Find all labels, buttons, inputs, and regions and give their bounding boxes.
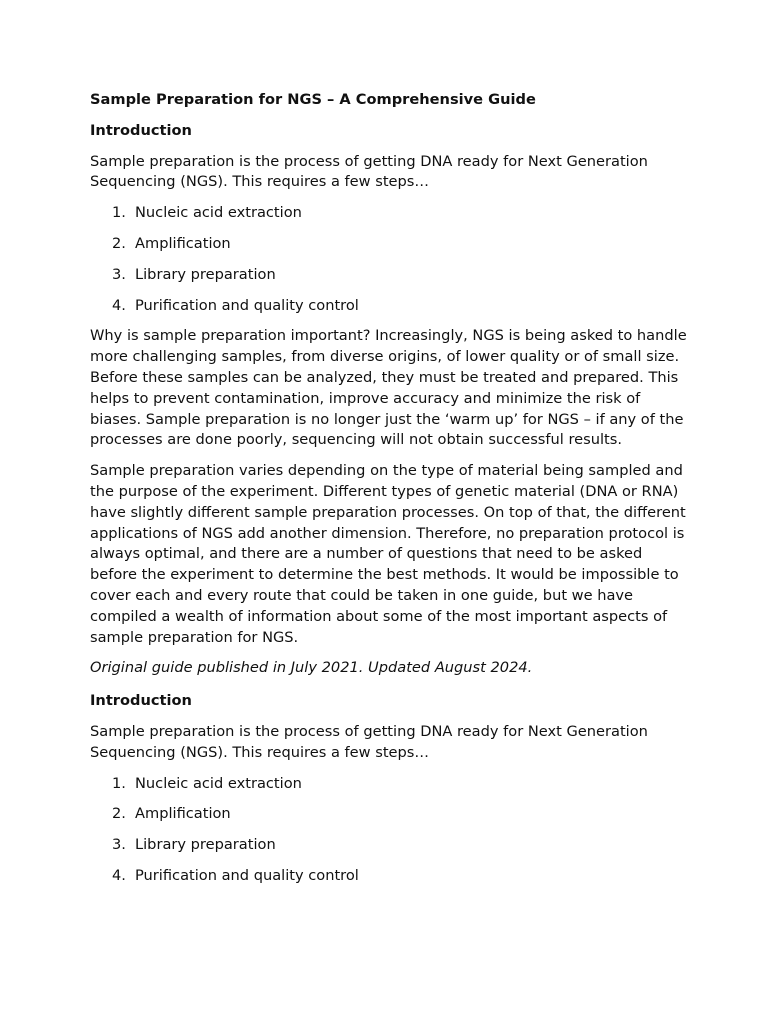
list-item bbox=[90, 804, 690, 825]
steps-list bbox=[90, 203, 690, 316]
list-item-text: Nucleic acid extraction bbox=[135, 204, 302, 222]
list-number: 1. bbox=[112, 204, 126, 222]
variation-paragraph: Sample preparation varies depending on the type of material being sampled and the purpose of the experiment. Different types of genetic material (DNA or RNA) have slightly different sample preparation processes. On top of that, the different applications of NGS add another dimension. Therefore, no preparation protocol is always optimal, and there are a number of questions that need to be asked before the experiment to determine the best methods. It would be impossible to cover each and every route that could be taken in one guide, but we have compiled a wealth of information about some of the most important aspects of sample preparation for NGS. bbox=[90, 462, 686, 646]
list-item bbox=[90, 835, 690, 856]
list-item-text: Library preparation bbox=[135, 836, 276, 854]
publication-note: Original guide published in July 2021. Updated August 2024. bbox=[90, 659, 533, 677]
document-page bbox=[90, 90, 690, 897]
list-item-text: Amplification bbox=[135, 234, 231, 252]
list-number: 2. bbox=[112, 805, 126, 823]
importance-paragraph: Why is sample preparation important? Increasingly, NGS is being asked to handle more challenging samples, from diverse origins, of lower quality or of small size. Before these samples can be analyzed, they must be treated and prepared. This helps to prevent contamination, improve accuracy and minimize the risk of biases. Sample preparation is no longer just the ‘warm up’ for NGS – if any of the processes are done poorly, sequencing will not obtain successful results. bbox=[90, 327, 687, 449]
list-item-text: Nucleic acid extraction bbox=[135, 774, 302, 792]
list-number: 3. bbox=[112, 265, 126, 283]
list-item bbox=[90, 866, 690, 887]
list-item bbox=[90, 296, 690, 317]
intro-paragraph: Sample preparation is the process of getting DNA ready for Next Generation Sequencing (NGS). This requires a few steps… bbox=[90, 152, 648, 191]
list-item-text: Purification and quality control bbox=[135, 296, 359, 314]
steps-list bbox=[90, 774, 690, 887]
section-heading: Introduction bbox=[90, 692, 192, 710]
list-number: 3. bbox=[112, 836, 126, 854]
list-item bbox=[90, 203, 690, 224]
list-item bbox=[90, 265, 690, 286]
section-heading: Introduction bbox=[90, 121, 192, 139]
list-number: 4. bbox=[112, 866, 126, 884]
list-item bbox=[90, 234, 690, 255]
list-item-text: Purification and quality control bbox=[135, 866, 359, 884]
list-number: 1. bbox=[112, 774, 126, 792]
intro-paragraph: Sample preparation is the process of getting DNA ready for Next Generation Sequencing (NGS). This requires a few steps… bbox=[90, 722, 648, 761]
list-item bbox=[90, 774, 690, 795]
list-number: 2. bbox=[112, 234, 126, 252]
list-item-text: Library preparation bbox=[135, 265, 276, 283]
list-number: 4. bbox=[112, 296, 126, 314]
list-item-text: Amplification bbox=[135, 805, 231, 823]
document-title: Sample Preparation for NGS – A Comprehensive Guide bbox=[90, 91, 536, 108]
